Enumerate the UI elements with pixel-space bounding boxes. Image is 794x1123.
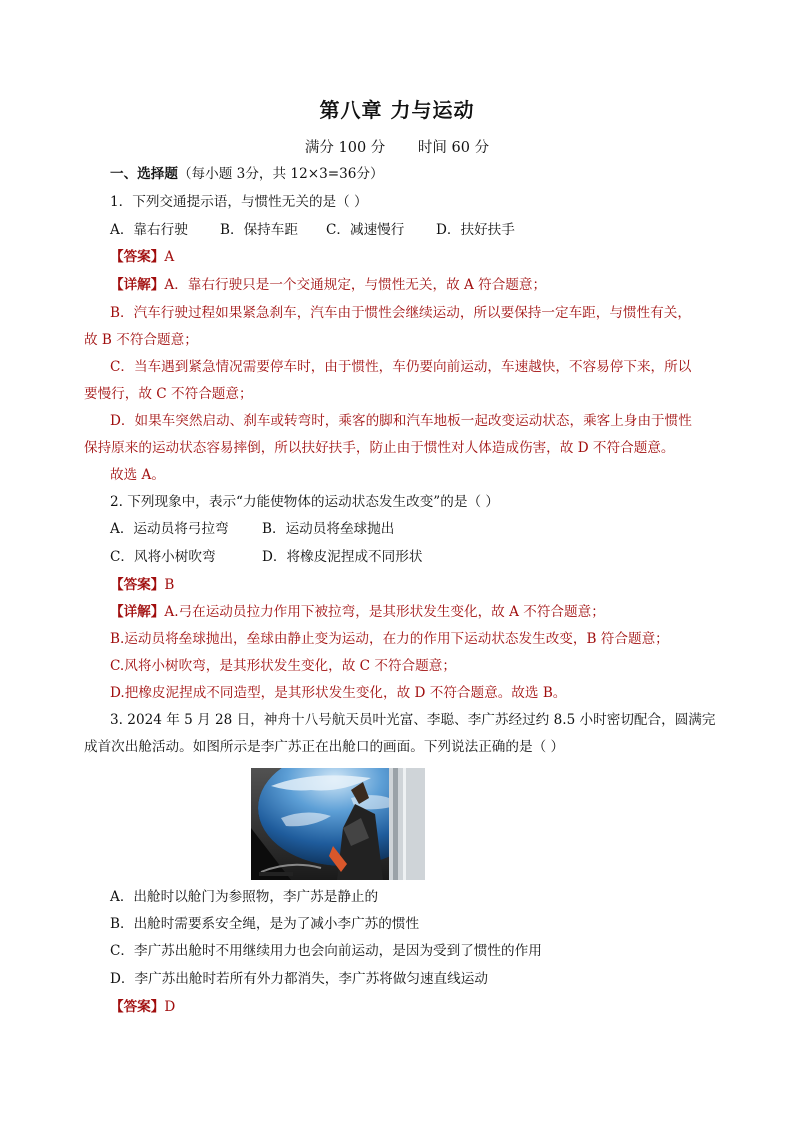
- q1-detail-line: 故选 A。: [110, 467, 165, 483]
- q1-options: [110, 220, 515, 240]
- q1-answer-label: 【答案】: [110, 249, 165, 265]
- q2-options-row1: [110, 519, 394, 539]
- q1-detail-line: [110, 275, 546, 295]
- section-heading: [110, 164, 384, 184]
- q1-answer-value: A: [164, 249, 175, 265]
- q3-option-d: D．李广苏出舱时若所有外力都消失，李广苏将做匀速直线运动: [110, 971, 488, 987]
- q3-answer-label: 【答案】: [110, 999, 165, 1015]
- q2-option-b: B．运动员将垒球抛出: [262, 521, 395, 537]
- q1-option-c: C．减速慢行: [326, 222, 405, 238]
- q1-detail-label: 【详解】: [110, 277, 165, 293]
- q1-option-b: B．保持车距: [220, 222, 298, 238]
- q3-answer: [110, 997, 175, 1017]
- chapter-title: 第八章 力与运动: [319, 98, 475, 122]
- q3-stem-line: 3. 2024 年 5 月 28 日，神舟十八号航天员叶光富、李聪、李广苏经过约 8.5 小时密切配合，圆满完: [110, 712, 716, 728]
- q2-stem: 2. 下列现象中，表示“力能使物体的运动状态发生改变”的是（ ）: [110, 494, 499, 510]
- q1-detail-line: 要慢行，故 C 不符合题意；: [84, 386, 253, 402]
- q1-detail-text: A．靠右行驶只是一个交通规定，与惯性无关，故 A 符合题意；: [164, 277, 547, 293]
- q2-answer: [110, 575, 174, 595]
- q2-detail-line: D.把橡皮泥捏成不同造型，是其形状发生变化，故 D 不符合题意。故选 B。: [110, 685, 567, 701]
- q2-detail-line: B.运动员将垒球抛出，垒球由静止变为运动，在力的作用下运动状态发生改变，B 符合题意；: [110, 631, 669, 647]
- q3-option-c: C．李广苏出舱时不用继续用力也会向前运动，是因为受到了惯性的作用: [110, 943, 542, 959]
- q1-detail-line: B．汽车行驶过程如果紧急刹车，汽车由于惯性会继续运动，所以要保持一定车距，与惯性有关，: [110, 305, 691, 321]
- q2-options-row2: [110, 547, 422, 567]
- q1-answer: [110, 247, 174, 267]
- q2-detail-text: A.弓在运动员拉力作用下被拉弯，是其形状发生变化，故 A 不符合题意；: [164, 604, 605, 620]
- q2-option-d: D．将橡皮泥捏成不同形状: [262, 549, 423, 565]
- q3-stem-line: 成首次出舱活动。如图所示是李广苏正在出舱口的画面。下列说法正确的是（ ）: [84, 739, 565, 755]
- time-limit: 时间 60 分: [417, 140, 490, 156]
- q1-stem: 1．下列交通提示语，与惯性无关的是（ ）: [110, 194, 368, 210]
- q1-detail-line: D．如果车突然启动、刹车或转弯时，乘客的脚和汽车地板一起改变运动状态，乘客上身由于惯性: [110, 413, 692, 429]
- q2-option-a: A．运动员将弓拉弯: [110, 521, 229, 537]
- q1-detail-line: C．当车遇到紧急情况需要停车时，由于惯性，车仍要向前运动，车速越快，不容易停下来，所以: [110, 359, 692, 375]
- q2-answer-value: B: [164, 577, 175, 593]
- q1-detail-line: 故 B 不符合题意；: [84, 332, 198, 348]
- q1-option-d: D．扶好扶手: [436, 222, 515, 238]
- section-label: 一、选择题: [110, 166, 178, 182]
- q2-detail-line: C.风将小树吹弯，是其形状发生变化，故 C 不符合题意；: [110, 658, 456, 674]
- q2-option-c: C．风将小树吹弯: [110, 549, 216, 565]
- q2-detail-label: 【详解】: [110, 604, 165, 620]
- exam-info: [0, 136, 794, 157]
- q2-detail-line: [110, 602, 605, 622]
- q1-option-a: A．靠右行驶: [110, 222, 188, 238]
- q3-option-b: B．出舱时需要系安全绳，是为了减小李广苏的惯性: [110, 916, 420, 932]
- astronaut-exit-hatch-photo: [251, 768, 425, 880]
- q1-detail-line: 保持原来的运动状态容易摔倒，所以扶好扶手，防止由于惯性对人体造成伤害，故 D 不符合题意。: [84, 440, 675, 456]
- section-note: （每小题 3分，共 12×3=36分）: [177, 166, 384, 182]
- q3-option-a: A．出舱时以舱门为参照物，李广苏是静止的: [110, 889, 379, 905]
- full-score: 满分 100 分: [304, 140, 386, 156]
- q3-answer-value: D: [164, 999, 176, 1015]
- q2-answer-label: 【答案】: [110, 577, 165, 593]
